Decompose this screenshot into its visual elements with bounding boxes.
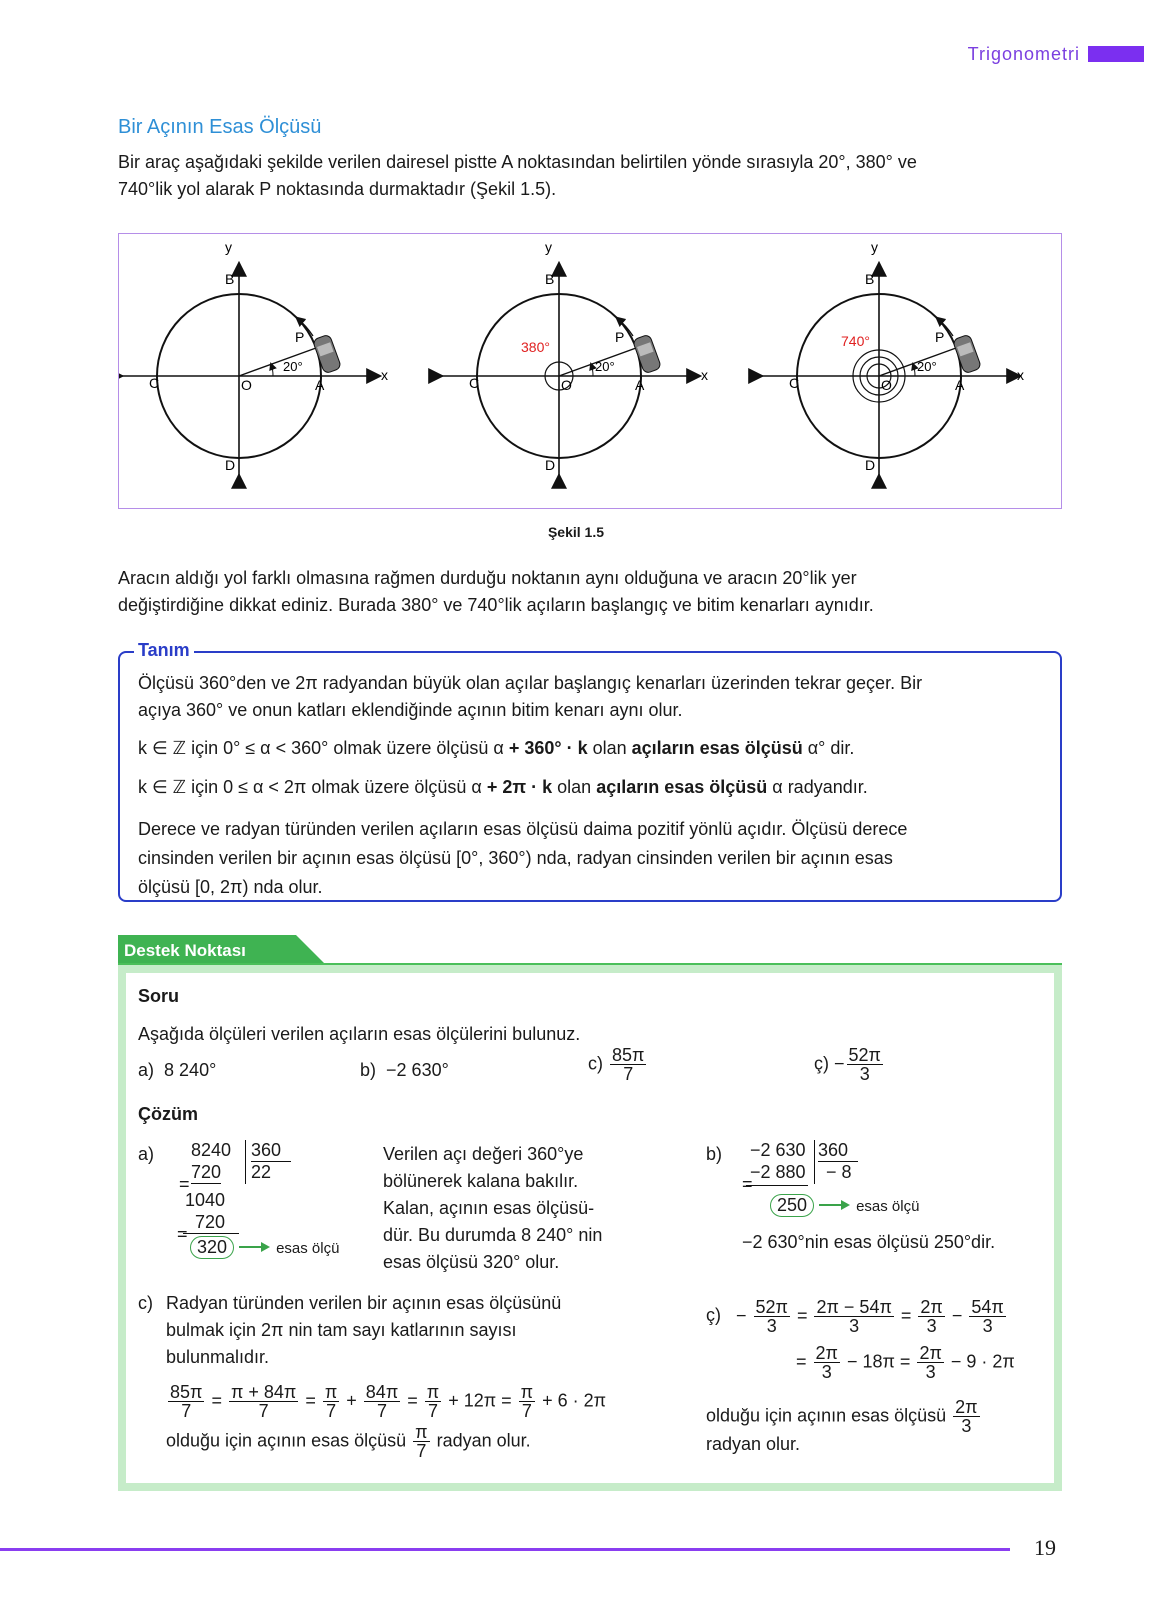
arrow-icon <box>819 1199 851 1211</box>
question-a: a) 8 240° <box>138 1060 217 1080</box>
label-C: C <box>149 375 160 391</box>
label-x: x <box>381 367 388 383</box>
label-P: P <box>295 329 305 345</box>
label-x: x <box>1017 367 1024 383</box>
label-B: B <box>865 271 875 287</box>
support-tab-label: Destek Noktası <box>124 941 246 960</box>
sol-a-remainder: 320 esas ölçü <box>190 1236 339 1259</box>
question-b: b) −2 630° <box>360 1060 449 1080</box>
intro-line-2: 740°lik yol alarak P noktasında durmaktadır (Şekil 1.5). <box>118 179 557 199</box>
label-C: C <box>469 375 480 391</box>
label-B: B <box>225 271 235 287</box>
sol-a-label: a) <box>138 1144 155 1164</box>
label-angle-740: 740° <box>841 333 870 349</box>
sol-d-result-end: radyan olur. <box>706 1434 801 1454</box>
label-y: y <box>545 239 552 255</box>
sol-c-equation: $\frac{85\pi}{7}$ = $\frac{\pi + 84\pi}{7}$ = $\frac{\pi}{7}$ + $\frac{84\pi}{7}$ = $\frac{\pi}{7}$ + 12π = $\frac{\pi}{7}$ + 6 · 2π <box>170 1382 607 1421</box>
sol-d-label: ç) <box>706 1305 721 1325</box>
question-heading: Soru <box>138 986 180 1006</box>
intro-line-1: Bir araç aşağıdaki şekilde verilen dairesel pistte A noktasından belirtilen yönde sırasıyla 20°, 380° ve <box>118 152 917 172</box>
sol-a-division: 8240 360 720 22 = 1040 720 = <box>185 1140 345 1270</box>
sol-d-equation-2: = $\frac{2\pi}{3}$ − 18π = $\frac{2\pi}{3}$ − 9 · 2π <box>796 1343 1015 1382</box>
footer-rule <box>0 1548 1010 1551</box>
label-A: A <box>315 377 325 393</box>
label-O: O <box>241 377 252 393</box>
label-angle-20: 20° <box>917 359 937 374</box>
definition-label: Tanım <box>134 640 194 661</box>
circle-diagrams <box>119 234 1061 508</box>
label-D: D <box>865 457 876 473</box>
sol-b-result: −2 630°nin esas ölçüsü 250°dir. <box>742 1232 996 1252</box>
label-angle-380: 380° <box>521 339 550 355</box>
sol-c-label: c) <box>138 1293 153 1313</box>
sol-c-text: Radyan türünden verilen bir açının esas ölçüsünü bulmak için 2π nin tam sayı katlarının sayısı bulunmalıdır. <box>166 1293 562 1367</box>
question-d: ç) − $\frac{52\pi}{3}$ <box>814 1045 881 1084</box>
solution-heading: Çözüm <box>138 1104 198 1124</box>
label-D: D <box>545 457 556 473</box>
figure-frame <box>118 233 1062 509</box>
figure-caption: Şekil 1.5 <box>547 524 605 540</box>
label-O: O <box>561 377 572 393</box>
para-line-1: Aracın aldığı yol farklı olmasına rağmen durduğu noktanın aynı olduğuna ve aracın 20°lik yer <box>118 568 857 588</box>
def-line-2: açıya 360° ve onun katları eklendiğinde açının bitim kenarı aynı olur. <box>138 700 683 720</box>
sol-b-division: −2 630 360 −2 880 − 8 = <box>748 1140 888 1200</box>
label-y: y <box>871 239 878 255</box>
label-O: O <box>881 377 892 393</box>
arrow-icon <box>239 1241 271 1253</box>
label-A: A <box>955 377 965 393</box>
label-A: A <box>635 377 645 393</box>
sol-d-equation-1: − $\frac{52\pi}{3}$ = $\frac{2\pi - 54\pi}{3}$ = $\frac{2\pi}{3}$ − $\frac{54\pi}{3}$ <box>736 1297 1004 1336</box>
section-title: Bir Açının Esas Ölçüsü <box>118 116 322 138</box>
def-rule-degree: k ∈ ℤ için 0° ≤ α < 360° olmak üzere ölçüsü α + 360° · k olan açıların esas ölçüsü α° dir. <box>138 738 855 758</box>
label-y: y <box>225 239 232 255</box>
sol-b-label: b) <box>706 1144 723 1164</box>
sol-d-result: olduğu için açının esas ölçüsü $\frac{2\pi}{3}$ <box>706 1397 978 1436</box>
sol-a-explanation: Verilen açı değeri 360°ye bölünerek kalana bakılır. Kalan, açının esas ölçüsü- dür. Bu durumda 8 240° nin esas ölçüsü 320° olur. <box>383 1144 603 1272</box>
def-desc-2: cinsinden verilen bir açının esas ölçüsü [0°, 360°) nda, radyan cinsinden verilen bir açının esas <box>138 848 893 868</box>
label-B: B <box>545 271 555 287</box>
def-desc-3: ölçüsü [0, 2π) nda olur. <box>138 877 323 897</box>
question-c: c) $\frac{85\pi}{7}$ <box>588 1045 645 1084</box>
diagram-380deg <box>441 239 708 476</box>
question-text: Aşağıda ölçüleri verilen açıların esas ölçülerini bulunuz. <box>138 1024 581 1044</box>
def-line-1: Ölçüsü 360°den ve 2π radyandan büyük olan açılar başlangıç kenarları üzerinden tekrar geçer. Bir <box>138 673 923 693</box>
sol-b-remainder: 250 esas ölçü <box>770 1194 919 1217</box>
chapter-title: Trigonometri <box>967 44 1080 64</box>
label-angle-20: 20° <box>595 359 615 374</box>
page-number: 19 <box>1034 1535 1056 1560</box>
def-rule-radian: k ∈ ℤ için 0 ≤ α < 2π olmak üzere ölçüsü α + 2π · k olan açıların esas ölçüsü α radyandır. <box>138 777 868 797</box>
para-line-2: değiştirdiğine dikkat ediniz. Burada 380° ve 740°lik açıların başlangıç ve bitim kenarları aynıdır. <box>118 595 874 615</box>
chapter-tab-bar <box>1088 46 1144 62</box>
label-P: P <box>935 329 945 345</box>
label-angle-20: 20° <box>283 359 303 374</box>
label-P: P <box>615 329 625 345</box>
label-x: x <box>701 367 708 383</box>
diagram-20deg <box>121 239 388 476</box>
label-D: D <box>225 457 236 473</box>
label-C: C <box>789 375 800 391</box>
def-desc-1: Derece ve radyan türünden verilen açıların esas ölçüsü daima pozitif yönlü açıdır. Ölçüsü derece <box>138 819 908 839</box>
sol-c-result: olduğu için açının esas ölçüsü $\frac{\pi}{7}$ radyan olur. <box>166 1422 531 1461</box>
diagram-740deg <box>761 239 1024 476</box>
